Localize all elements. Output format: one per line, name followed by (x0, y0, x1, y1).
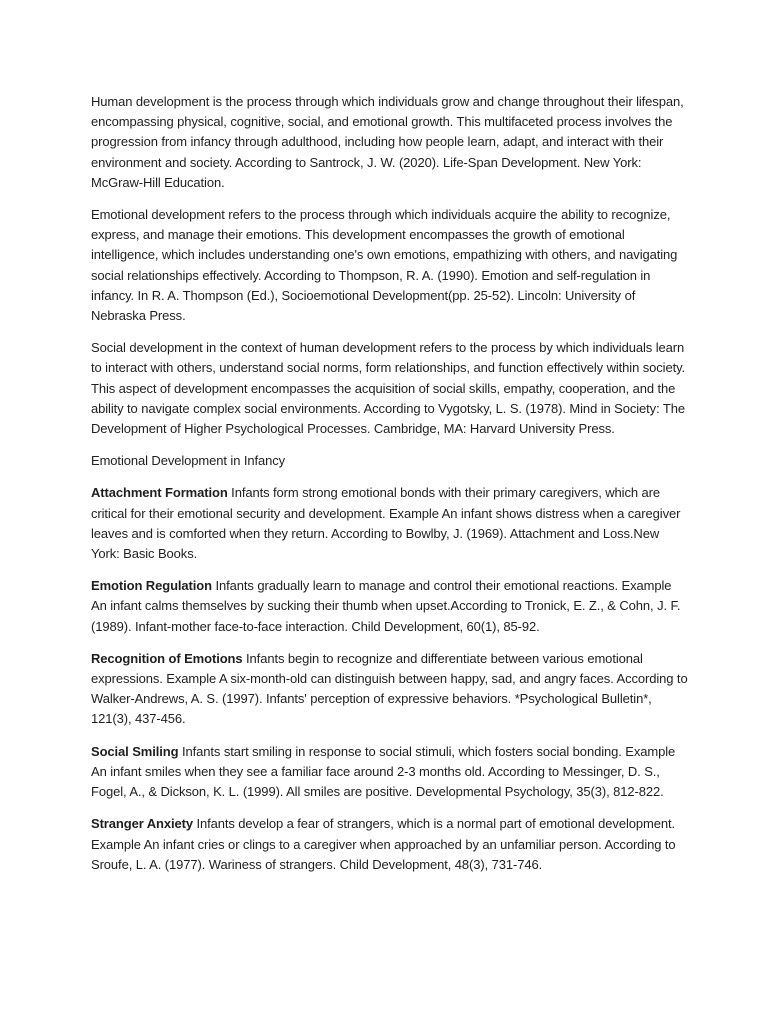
item-attachment-formation (91, 483, 689, 564)
item-term: Recognition of Emotions (91, 650, 243, 666)
item-term: Social Smiling (91, 743, 179, 759)
item-text: Infants start smiling in response to social stimuli, which fosters social bonding. Example An infant smiles when they see a familiar face around 2-3 months old. According to Messinger, D. S., Fogel, A., & Dickson, K. L. (1999). All smiles are positive. Developmental Psychology, 35(3), 812-822. (91, 743, 676, 800)
paragraph-emotional-development: Emotional development refers to the process through which individuals acquire the ability to recognize, express, and manage their emotions. This development encompasses the growth of emotional intelligence, which includes understanding one's own emotions, empathizing with others, and navigating social relationships effectively. According to Thompson, R. A. (1990). Emotion and self-regulation in infancy. In R. A. Thompson (Ed.), Socioemotional Development(pp. 25-52). Lincoln: University of Nebraska Press. (91, 207, 678, 324)
item-text: Infants begin to recognize and differentiate between various emotional expressions. Example A six-month-old can distinguish between happy, sad, and angry faces. According to Walker-Andrews, A. S. (1997). Infants' perception of expressive behaviors. *Psychological Bulletin*, 121(3), 437-456. (91, 650, 688, 727)
item-term: Stranger Anxiety (91, 816, 193, 832)
item-recognition-of-emotions (91, 649, 689, 730)
item-emotion-regulation (91, 576, 689, 637)
section-heading: Emotional Development in Infancy (91, 453, 286, 469)
item-stranger-anxiety (91, 814, 689, 875)
item-social-smiling (91, 742, 689, 803)
paragraph-human-development: Human development is the process through which individuals grow and change throughout their lifespan, encompassing physical, cognitive, social, and emotional growth. This multifaceted process involves the progression from infancy through adulthood, including how people learn, adapt, and interact with their environment and society. According to Santrock, J. W. (2020). Life-Span Development. New York: McGraw-Hill Education. (91, 94, 684, 190)
paragraph-social-development: Social development in the context of human development refers to the process by which individuals learn to interact with others, understand social norms, form relationships, and function effectively within society. This aspect of development encompasses the acquisition of social skills, empathy, cooperation, and the ability to navigate complex social environments. According to Vygotsky, L. S. (1978). Mind in Society: The Development of Higher Psychological Processes. Cambridge, MA: Harvard University Press. (91, 340, 686, 437)
document-page (91, 92, 689, 887)
item-term: Emotion Regulation (91, 578, 212, 594)
item-term: Attachment Formation (91, 485, 228, 501)
item-text: Infants form strong emotional bonds with their primary caregivers, which are critical for their emotional security and development. Example An infant shows distress when a caregiver leaves and is comforted when they return. According to Bowlby, J. (1969). Attachment and Loss.New York: Basic Books. (91, 485, 681, 562)
item-text: Infants develop a fear of strangers, which is a normal part of emotional development. Example An infant cries or clings to a caregiver when approached by an unfamiliar person. According to Sroufe, L. A. (1977). Wariness of strangers. Child Development, 48(3), 731-746. (91, 816, 676, 872)
item-text: Infants gradually learn to manage and control their emotional reactions. Example An infant calms themselves by sucking their thumb when upset.According to Tronick, E. Z., & Cohn, J. F. (1989). Infant-mother face-to-face interaction. Child Development, 60(1), 85-92. (91, 578, 681, 634)
